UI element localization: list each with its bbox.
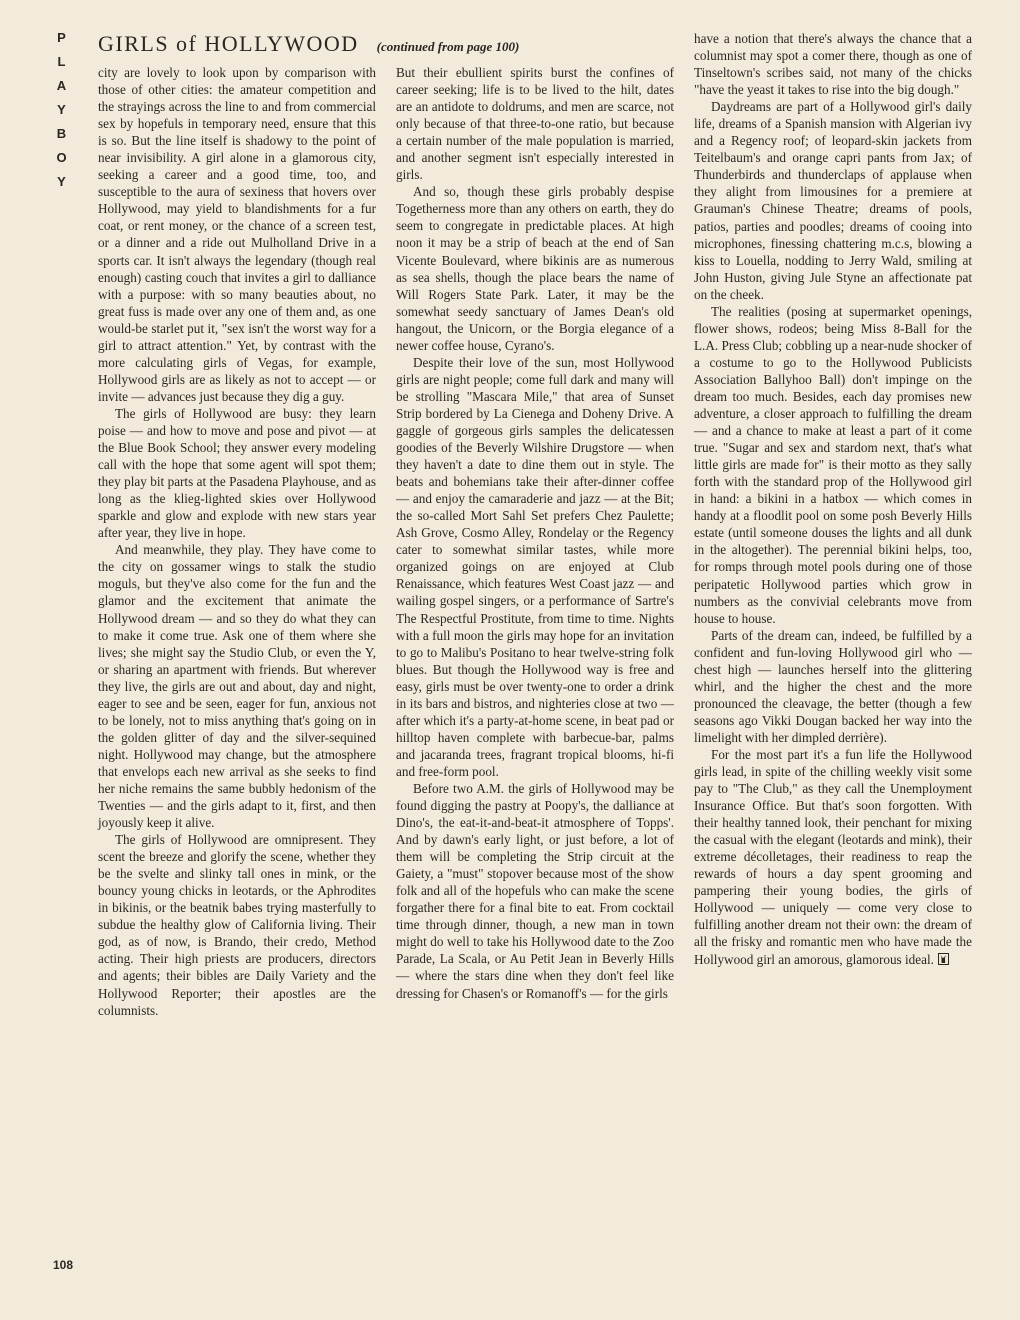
paragraph: have a notion that there's always the chance that a columnist may spot a comer there, though as one of Tinseltown's scribes said, not many of the chicks "have the yeast it takes to rise into the big dough." [694,31,972,98]
side-letter: L [57,54,67,69]
paragraph: Despite their love of the sun, most Hollywood girls are night people; come full dark and many will be strolling "Mascara Mile," that area of Sunset Strip bordered by La Cienega and Doheny Drive. A gaggle of gorgeous girls samples the delicatessen goodies of the Beverly Wilshire Drugstore — when they haven't a date to dine them out in style. The beats and bohemians take their after-dinner coffee — and enjoy the camaraderie and jazz — at the Bit; the so-called Mort Sahl Set prefers Chez Paulette; Ash Grove, Cosmo Alley, Rondelay or the Regency cater to somewhat similar tastes, while more organized goings on are enjoyed at Club Renaissance, which features West Coast jazz — and wailing gospel singers, or a performance of Sartre's The Respectful Prostitute, from time to time. Nights with a full moon the girls may hope for an invitation to go to Malibu's Positano to hear twelve-string folk blues. But though the Hollywood way is free and easy, girls must be over twenty-one to order a drink in its bars and bistros, and nighteries close at two — after which it's a party-at-home scene, in beat pad or hilltop haven complete with barbecue-bar, palms and jacaranda trees, fragrant tropical blooms, hi-fi and free-form pool. [396,354,674,779]
continued-note: (continued from page 100) [376,39,520,54]
paragraph: The realities (posing at supermarket openings, flower shows, rodeos; being Miss 8-Ball for the L.A. Press Club; cobbling up a near-nude shocker of a costume to go to the Hollywood Publicists Association Ballyhoo Ball) don't impinge on the dream too much. Besides, each day promises new adventure, a closer approach to fulfilling the dream — and a chance to make at least a part of it come true. "Sugar and sex and stardom next, that's what little girls are made for" is their motto as they sally forth with the standard prop of the Hollywood girl in hand: a bikini in a hatbox — which comes in handy at a floodlit pool on some posh Beverly Hills estate (until someone douses the lights and all dunk in the altogether). The perennial bikini helps, too, for romps through motel pools during one of those peripatetic Hollywood parties which grow in numbers as the convivial celebrants move from house to house. [694,303,972,626]
side-letter: P [57,30,67,45]
paragraph: And meanwhile, they play. They have come to the city on gossamer wings to stalk the studio moguls, but they've also come for the fun and the glamor and the excitement that animate the Hollywood dream — and so they do what they can to make it come true. Ask one of them where she lives; she might say the Studio Club, or even the Y, or sharing an apartment with friends. But wherever they live, the girls are out and about, day and night, eager to see and be seen, eager for fun, anxious not to be lonely, not to miss anything that's going on in the golden glitter of day and the silver-sequined night. Hollywood may change, but the atmosphere that envelops each new arrival as she seeks to find her niche remains the same bubbly hedonism of the Twenties — and the girls adapt to it, first, and then joyously keep it alive. [98,542,376,831]
paragraph: city are lovely to look upon by comparison with those of other cities: the amateur competition and the strayings across the line to and from commercial sex by hopefuls in temporary need, ensure that this is so. But the line itself is shadowy to the point of near invisibility. A girl alone in a glamorous city, seeking a career and a good time, too, and susceptible to the aura of sexiness that hovers over Hollywood, may yield to blandishments for a fur coat, or rent money, or the chance of a screen test, or a dinner and a ride out Mulholland Drive in a sports car. It isn't always the legendary (though real enough) casting couch that invites a girl to dalliance with a purpose: with so many beauties about, no great fuss is made over any one of them and, as one would-be starlet put it, "sex isn't the worst way for a girl to attract attention." Yet, by contrast with the more calculating girls of Vegas, for example, Hollywood girls are as likely as not to accept — or invite — advances just because they dig a guy. [98,65,376,404]
magazine-side-label [50,26,74,194]
article-title: GIRLS of HOLLYWOOD [98,31,359,56]
article-heading [98,31,519,57]
text-column-1 [98,64,376,1019]
rabbit-head-icon [938,953,949,965]
paragraph: Before two A.M. the girls of Hollywood may be found digging the pastry at Poopy's, the dalliance at Dino's, the eat-it-and-beat-it atmosphere of Topps'. And by dawn's early light, or just before, a lot of them will be completing the Strip circuit at the Gaiety, a "must" stopover because most of the show folk and all of the hopefuls who can make the scene forgather there for a final bite to eat. From cocktail time through dinner, though, a new man in town might do well to take his Hollywood date to the Zoo Parade, La Scala, or Au Petit Jean in Beverly Hills — where the stars dine when they don't feel like dressing for Chasen's or Romanoff's — for the girls [396,780,674,1001]
paragraph-text: For the most part it's a fun life the Hollywood girls lead, in spite of the chilling weekly visit some pay to "The Club," as they call the Unemployment Insurance Office. But that's soon forgotten. With their healthy tanned look, their penchant for mixing the casual with the elegant (leotards and mink), their extreme décolletages, their readiness to reap the rewards of hours a day spent grooming and pampering their young bodies, the girls of Hollywood — uniquely — come very close to fulfilling another dream not their own: the dream of all the frisky and romantic men who have made the Hollywood girl an amorous, glamorous ideal. [694,746,972,967]
side-letter: B [56,126,68,141]
side-letter: A [56,78,68,93]
side-letter: O [56,150,68,165]
paragraph: The girls of Hollywood are busy: they learn poise — and how to move and pose and pivot — at the Blue Book School; they answer every modeling call with the hope that some agent will spot them; they play bit parts at the Pasadena Playhouse, and as long as the klieg-lighted skies over Hollywood sparkle and glow and explode with new stars year after year, they live in hope. [98,405,376,541]
paragraph: And so, though these girls probably despise Togetherness more than any others on earth, they do seem to congregate in predictable places. At high noon it may be a strip of beach at the end of San Vicente Boulevard, where bikinis are as numerous as sea shells, though the place bears the name of Will Rogers State Park. Later, it may be the somewhat seedy sanctuary of James Dean's old hangout, the Unicorn, or the Borgia elegance of a newer coffee house, Cyrano's. [396,184,674,353]
page-number: 108 [53,1258,74,1272]
paragraph [694,746,972,968]
side-letter: Y [57,174,67,189]
text-column-3 [694,30,972,968]
side-letter: Y [57,102,67,117]
paragraph: Daydreams are part of a Hollywood girl's daily life, dreams of a Spanish mansion with Algerian ivy and a Regency roof; of leopard-skin jackets from Teitelbaum's and orange capri pants from Jax; of Thunderbirds and thunderclaps of applause when they alight from limousines for a premiere at Grauman's Chinese Theatre; dreams of pools, patios, parties and poodles; dreams of cooing into microphones, finessing chattering m.c.s, blowing a kiss to Louella, nodding to Jerry Wald, smiling at John Huston, giving Jule Styne an affectionate pat on the cheek. [694,99,972,302]
paragraph: The girls of Hollywood are omnipresent. They scent the breeze and glorify the scene, whether they be the svelte and slinky tall ones in mink, or the bouncy young chicks in leotards, or the Aphrodites in bikinis, or the beatnik babes trying masterfully to subdue the healthy glow of California living. Their god, as of now, is Brando, their credo, Method acting. Their high priests are producers, directors and agents; their bibles are Daily Variety and the Hollywood Reporter; their apostles are the columnists. [98,832,376,1018]
text-column-2 [396,64,674,1002]
paragraph: But their ebullient spirits burst the confines of career seeking; life is to be lived to the hilt, dates are an antidote to doldrums, and men are scarce, not only because of that three-to-one ratio, but because a certain number of the male population is married, and another segment isn't especially interested in girls. [396,65,674,183]
paragraph: Parts of the dream can, indeed, be fulfilled by a confident and fun-loving Hollywood girl who — chest high — launches herself into the glittering whirl, and the higher the chest and the more pronounced the cleavage, the better (though a few seasons ago Vikki Dougan backed her way into the limelight with her dimpled derrière). [694,627,972,745]
